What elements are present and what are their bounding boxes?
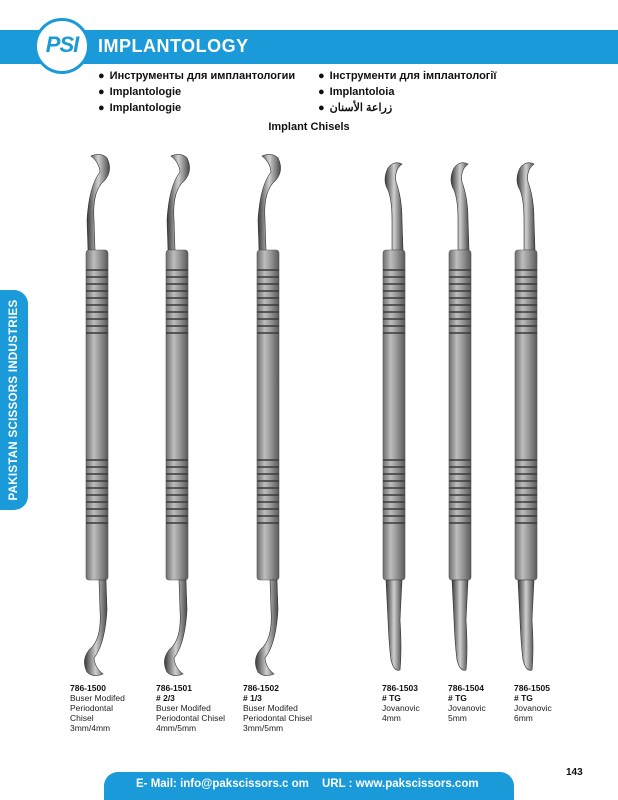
product-caption: 786-1505 # TG Jovanovic 6mm bbox=[514, 683, 552, 723]
language-item: ● زراعة الأسنان bbox=[318, 102, 393, 114]
language-list-left bbox=[98, 68, 295, 116]
side-tab-label: PAKISTAN SCISSORS INDUSTRIES bbox=[8, 299, 20, 501]
product-caption: 786-1500 Buser Modifed Periodontal Chisel 3mm/4mm bbox=[70, 683, 125, 733]
product-caption: 786-1501 # 2/3 Buser Modifed Periodontal Chisel 4mm/5mm bbox=[156, 683, 225, 733]
instrument-786-1505 bbox=[515, 163, 537, 671]
footer-url-link[interactable]: URL : www.pakscissors.com bbox=[322, 778, 479, 790]
logo-text: PSI bbox=[45, 32, 79, 57]
instrument-786-1502 bbox=[255, 154, 280, 675]
language-item: ● Инструменты для имплантологии bbox=[98, 70, 296, 82]
product-caption: 786-1504 # TG Jovanovic 5mm bbox=[448, 683, 486, 723]
header-band bbox=[0, 30, 618, 64]
language-item: ● Implantologie bbox=[98, 102, 182, 114]
section-title: Implant Chisels bbox=[268, 121, 350, 133]
page-number: 143 bbox=[566, 767, 583, 778]
product-caption: 786-1502 # 1/3 Buser Modifed Periodontal Chisel 3mm/5mm bbox=[243, 683, 312, 733]
page-title: IMPLANTOLOGY bbox=[98, 36, 249, 56]
psi-logo bbox=[34, 18, 90, 74]
instrument-786-1501 bbox=[164, 154, 189, 675]
instrument-illustrations bbox=[0, 150, 618, 680]
instrument-786-1504 bbox=[449, 163, 471, 671]
language-item: ● Implantoloia bbox=[318, 86, 395, 98]
product-caption: 786-1503 # TG Jovanovic 4mm bbox=[382, 683, 420, 723]
instrument-786-1500 bbox=[84, 154, 109, 675]
language-item: ● Інструменти для імплантології bbox=[318, 70, 497, 82]
language-list-right bbox=[318, 68, 497, 116]
footer-email-link[interactable]: E- Mail: info@pakscissors.c om bbox=[136, 778, 309, 790]
language-item: ● Implantologie bbox=[98, 86, 182, 98]
instrument-786-1503 bbox=[383, 163, 405, 671]
